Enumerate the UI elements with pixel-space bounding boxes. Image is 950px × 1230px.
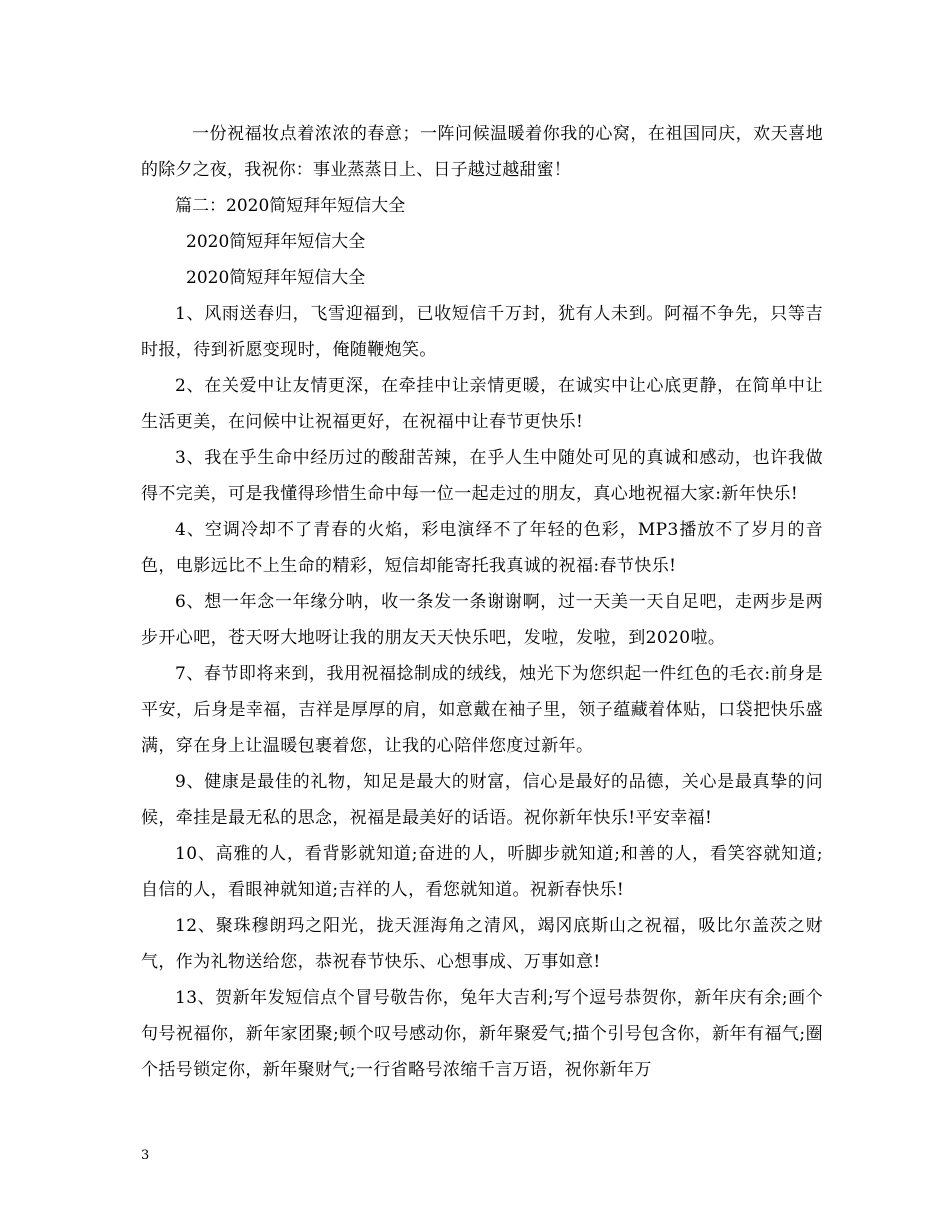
paragraph-item-6: 6、想一年念一年缘分呐，收一条发一条谢谢啊，过一天美一天自足吧，走两步是两步开心吧，苍天呀大地呀让我的朋友天天快乐吧，发啦，发啦，到2020啦。 <box>141 592 823 648</box>
document-title: 2020简短拜年短信大全 <box>186 232 366 252</box>
section-heading: 篇二：2020简短拜年短信大全 <box>175 196 406 216</box>
page-number: 3 <box>141 1148 150 1163</box>
paragraph-item-1: 1、风雨送春归，飞雪迎福到，已收短信千万封，犹有人未到。阿福不争先，只等吉时报，待到祈愿变现时，俺随鞭炮笑。 <box>141 304 823 360</box>
paragraph-item-13: 13、贺新年发短信点个冒号敬告你，兔年大吉利;写个逗号恭贺你，新年庆有余;画个句号祝福你，新年家团聚;顿个叹号感动你，新年聚爱气;描个引号包含你，新年有福气;圈个括号锁定你，新年聚财气;一行省略号浓缩千言万语，祝你新年万 <box>141 988 823 1080</box>
paragraph-item-9: 9、健康是最佳的礼物，知足是最大的财富，信心是最好的品德，关心是最真挚的问候，牵挂是最无私的思念，祝福是最美好的话语。祝你新年快乐!平安幸福! <box>141 772 823 828</box>
document-subtitle: 2020简短拜年短信大全 <box>186 268 366 288</box>
paragraph-item-12: 12、聚珠穆朗玛之阳光，拢天涯海角之清风，竭冈底斯山之祝福，吸比尔盖茨之财气，作为礼物送给您，恭祝春节快乐、心想事成、万事如意! <box>141 916 823 972</box>
paragraph-item-7: 7、春节即将来到，我用祝福捻制成的绒线，烛光下为您织起一件红色的毛衣:前身是平安，后身是幸福，吉祥是厚厚的肩，如意戴在袖子里，领子蕴藏着体贴，口袋把快乐盛满，穿在身上让温暖包裹着您，让我的心陪伴您度过新年。 <box>141 664 823 756</box>
paragraph-intro-greeting: 一份祝福妆点着浓浓的春意；一阵问候温暖着你我的心窝，在祖国同庆，欢天喜地的除夕之夜，我祝你：事业蒸蒸日上、日子越过越甜蜜！ <box>141 124 823 180</box>
paragraph-item-4: 4、空调冷却不了青春的火焰，彩电演绎不了年轻的色彩，MP3播放不了岁月的音色，电影远比不上生命的精彩，短信却能寄托我真诚的祝福:春节快乐! <box>141 520 823 576</box>
paragraph-item-10: 10、高雅的人，看背影就知道;奋进的人，听脚步就知道;和善的人，看笑容就知道;自信的人，看眼神就知道;吉祥的人，看您就知道。祝新春快乐! <box>141 844 823 900</box>
document-body <box>141 116 823 1088</box>
paragraph-item-2: 2、在关爱中让友情更深，在牵挂中让亲情更暖，在诚实中让心底更静，在简单中让生活更美，在问候中让祝福更好，在祝福中让春节更快乐! <box>141 376 823 432</box>
paragraph-item-3: 3、我在乎生命中经历过的酸甜苦辣，在乎人生中随处可见的真诚和感动，也许我做得不完美，可是我懂得珍惜生命中每一位一起走过的朋友，真心地祝福大家:新年快乐! <box>141 448 823 504</box>
